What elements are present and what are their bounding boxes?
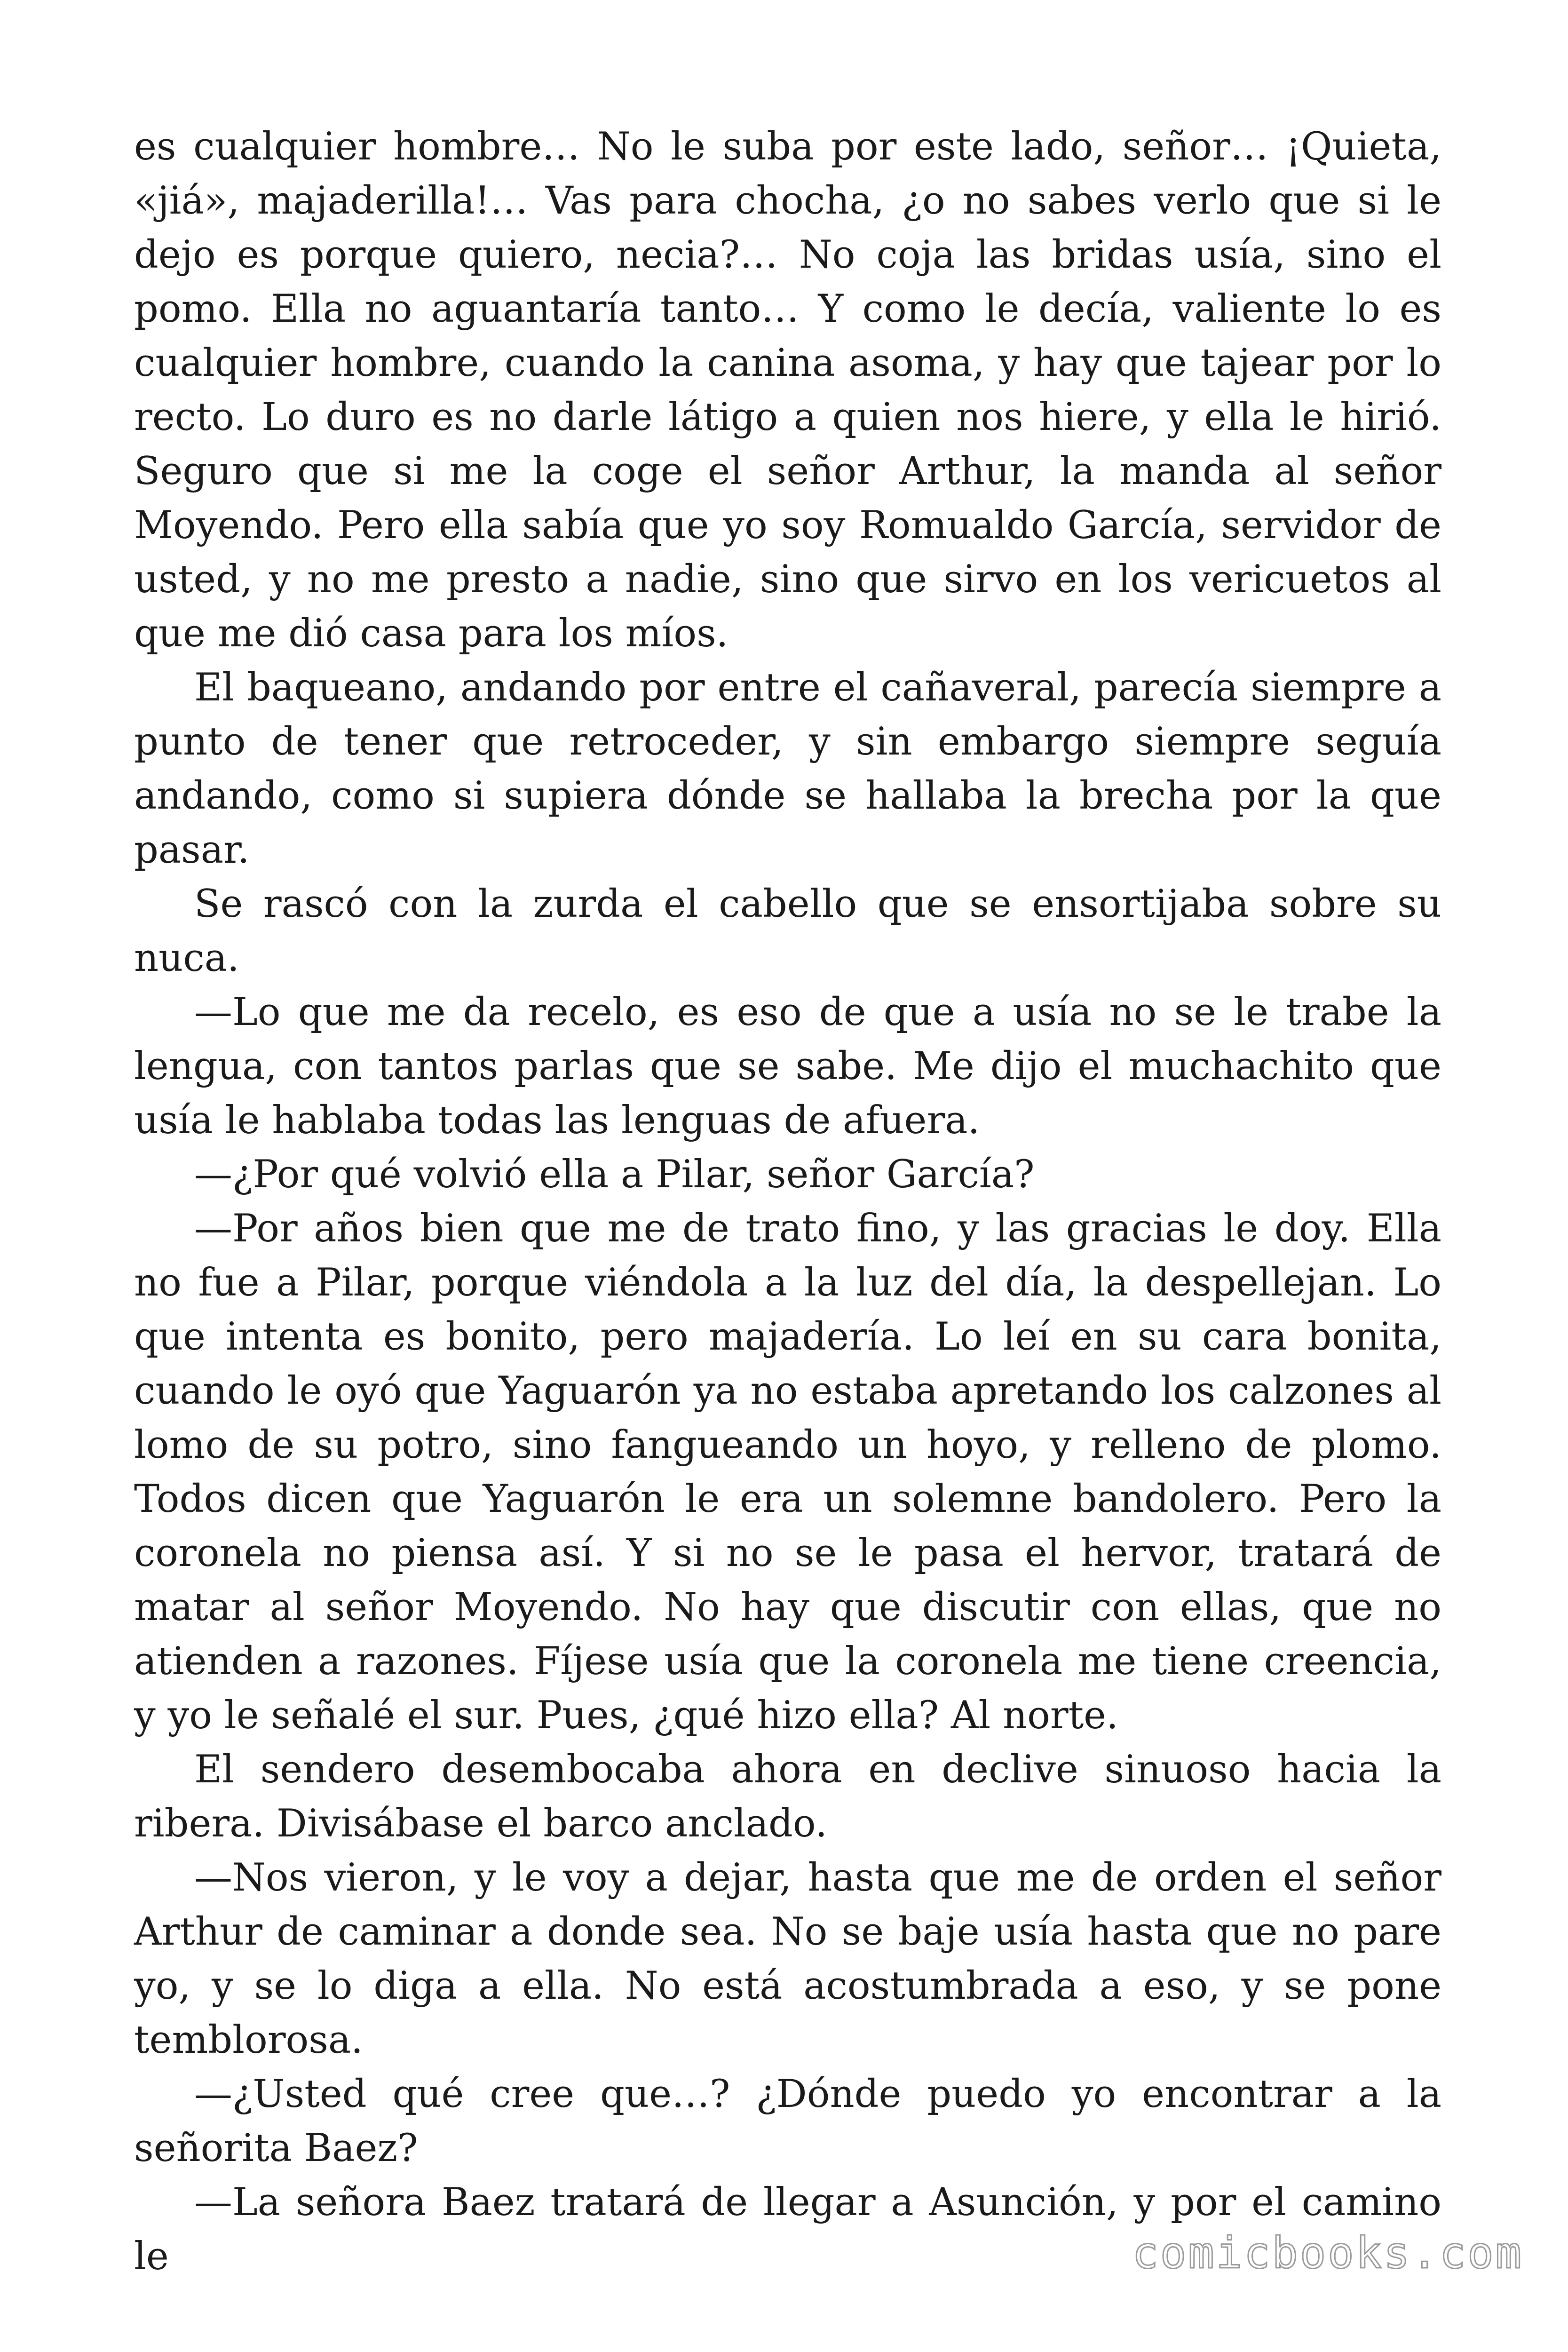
dialogue-paragraph: —Nos vieron, y le voy a dejar, hasta que me de orden el señor Arthur de caminar a donde sea. No se baje usía hasta que no pare yo, y se lo diga a ella. No está acostumbrada a eso, y se pone temblorosa. <box>134 1856 1441 2062</box>
dialogue-paragraph: —La señora Baez tratará de llegar a Asunción, y por el camino le <box>134 2180 1441 2279</box>
paragraph: El baqueano, andando por entre el cañaveral, parecía siempre a punto de tener que retroceder, y sin embargo siempre seguía andando, como si supiera dónde se hallaba la brecha por la que pasar. <box>134 666 1441 872</box>
paragraph: El sendero desembocaba ahora en declive sinuoso hacia la ribera. Divisábase el barco anclado. <box>134 1748 1441 1846</box>
dialogue-paragraph: —Lo que me da recelo, es eso de que a usía no se le trabe la lengua, con tantos parlas que se sabe. Me dijo el muchachito que usía le hablaba todas las lenguas de afuera. <box>134 990 1441 1143</box>
book-page-text <box>134 120 1441 2284</box>
dialogue-paragraph: —¿Usted qué cree que…? ¿Dónde puedo yo encontrar a la señorita Baez? <box>134 2072 1441 2170</box>
watermark: comicbooks.com <box>1132 2228 1523 2278</box>
paragraph-continuation: es cualquier hombre… No le suba por este lado, señor… ¡Quieta, «jiá», majaderilla!… Vas para chocha, ¿o no sabes verlo que si le dejo es porque quiero, necia?… No coja las bridas usía, sino el pomo. Ella no aguantaría tanto… Y como le decía, valiente lo es cualquier hombre, cuando la canina asoma, y hay que tajear por lo recto. Lo duro es no darle látigo a quien nos hiere, y ella le hirió. Seguro que si me la coge el señor Arthur, la manda al señor Moyendo. Pero ella sabía que yo soy Romualdo García, servidor de usted, y no me presto a nadie, sino que sirvo en los vericuetos al que me dió casa para los míos. <box>134 125 1441 656</box>
dialogue-paragraph: —¿Por qué volvió ella a Pilar, señor García? <box>194 1152 1035 1197</box>
dialogue-paragraph: —Por años bien que me de trato fino, y las gracias le doy. Ella no fue a Pilar, porque viéndola a la luz del día, la despellejan. Lo que intenta es bonito, pero majadería. Lo leí en su cara bonita, cuando le oyó que Yaguarón ya no estaba apretando los calzones al lomo de su potro, sino fangueando un hoyo, y relleno de plomo. Todos dicen que Yaguarón le era un solemne bandolero. Pero la coronela no piensa así. Y si no se le pasa el hervor, tratará de matar al señor Moyendo. No hay que discutir con ellas, que no atienden a razones. Fíjese usía que la coronela me tiene creencia, y yo le señalé el sur. Pues, ¿qué hizo ella? Al norte. <box>134 1207 1441 1738</box>
paragraph: Se rascó con la zurda el cabello que se ensortijaba sobre su nuca. <box>134 882 1441 980</box>
